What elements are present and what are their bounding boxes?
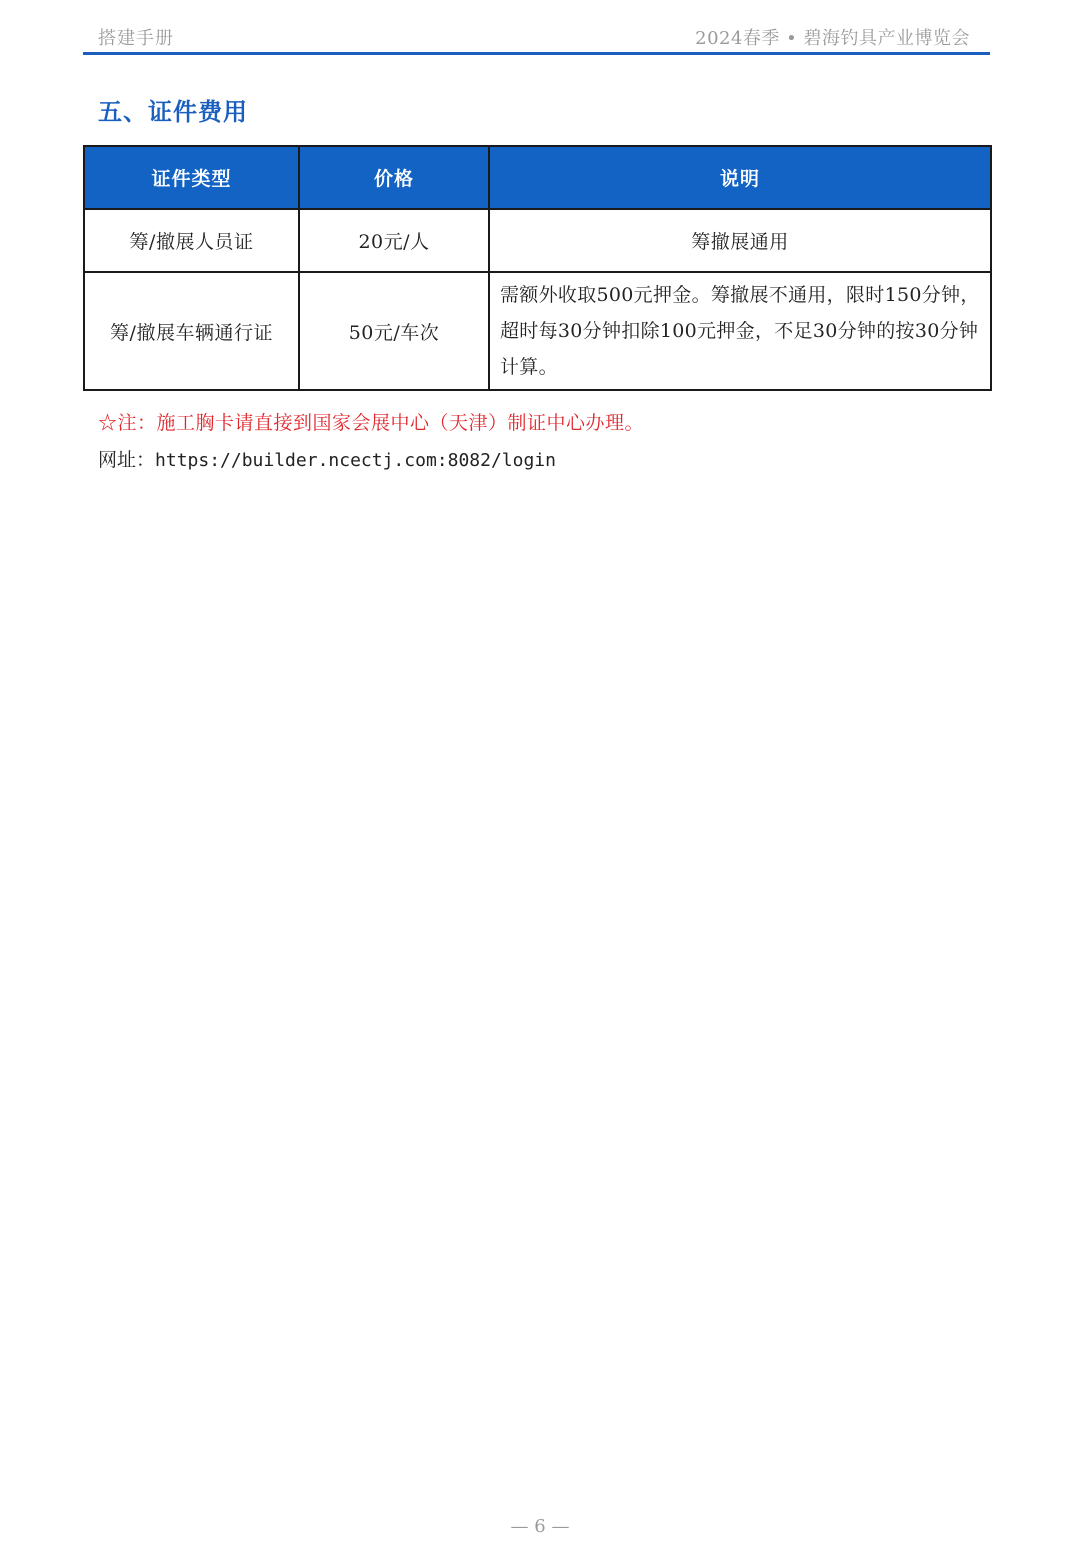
page-header-left: 搭建手册 bbox=[98, 28, 174, 49]
page-header-right: 2024春季 • 碧海钓具产业博览会 bbox=[695, 28, 970, 49]
table-header-row bbox=[84, 146, 991, 209]
header-divider bbox=[83, 52, 990, 55]
column-header-description: 说明 bbox=[489, 146, 991, 209]
section-title: 五、证件费用 bbox=[98, 97, 248, 126]
table-row bbox=[84, 209, 991, 272]
cell-type: 筹/撤展车辆通行证 bbox=[84, 272, 299, 390]
cell-description: 筹撤展通用 bbox=[489, 209, 991, 272]
cell-description: 需额外收取500元押金。筹撤展不通用，限时150分钟，超时每30分钟扣除100元押金，不足30分钟的按30分钟计算。 bbox=[489, 272, 991, 390]
column-header-type: 证件类型 bbox=[84, 146, 299, 209]
cell-price: 20元/人 bbox=[299, 209, 489, 272]
cell-price: 50元/车次 bbox=[299, 272, 489, 390]
note-text: ☆注：施工胸卡请直接到国家会展中心（天津）制证中心办理。 bbox=[98, 412, 645, 434]
cell-type: 筹/撤展人员证 bbox=[84, 209, 299, 272]
fee-table bbox=[83, 145, 992, 391]
table-row bbox=[84, 272, 991, 390]
column-header-price: 价格 bbox=[299, 146, 489, 209]
website-url: https://builder.ncectj.com:8082/login bbox=[155, 450, 556, 471]
page-number: — 6 — bbox=[510, 1516, 570, 1537]
website-label: 网址： bbox=[98, 449, 156, 471]
website-line bbox=[98, 445, 556, 472]
